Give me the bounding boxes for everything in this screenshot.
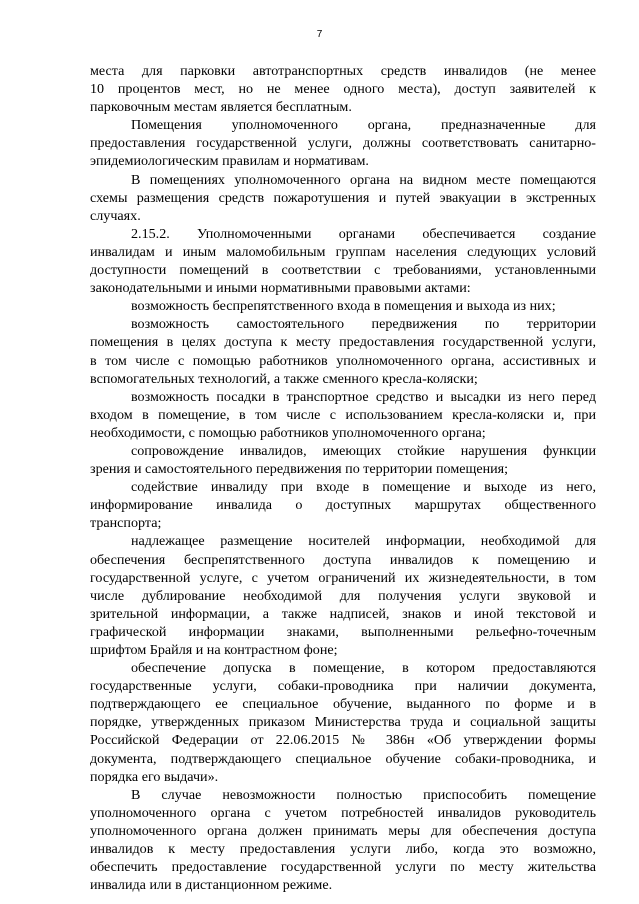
- text-line: возможность самостоятельного передвижения по территории: [131, 316, 596, 333]
- paragraph: [90, 532, 596, 659]
- text-line: возможность беспрепятственного входа в помещения и выхода из них;: [131, 298, 556, 315]
- paragraph: [90, 786, 596, 895]
- text-line: числе дублирование необходимой для получения услуги звуковой и: [90, 587, 596, 604]
- paragraph: [90, 116, 596, 170]
- text-line: инвалидам и иным маломобильным группам населения следующих условий: [90, 243, 596, 260]
- text-line: обеспечить предоставление государственной услуги по месту жительства: [90, 859, 596, 876]
- text-line: доступности помещений в соответствии с требованиями, установленными: [90, 262, 596, 279]
- text-line: уполномоченного органа должен принимать меры для обеспечения доступа: [90, 822, 596, 839]
- paragraph: [90, 297, 596, 315]
- text-line: уполномоченного органа с учетом потребностей инвалидов руководитель: [90, 804, 596, 821]
- paragraph: [90, 315, 596, 387]
- text-line: порядке, утвержденных приказом Министерства труда и социальной защиты: [90, 714, 596, 731]
- text-line: документа, подтверждающего специальное обучение собаки-проводника, и: [90, 750, 596, 767]
- text-line: инвалида или в дистанционном режиме.: [90, 877, 333, 894]
- text-line: сопровождение инвалидов, имеющих стойкие нарушения функции: [131, 442, 596, 459]
- text-line: государственной услуге, с учетом ограничений их жизнедеятельности, в том: [90, 569, 596, 586]
- text-line: эпидемиологическим правилам и нормативам.: [90, 153, 369, 170]
- text-line: предоставления государственной услуги, должны соответствовать санитарно-: [90, 135, 596, 152]
- text-line: В помещениях уполномоченного органа на видном месте помещаются: [131, 171, 596, 188]
- text-line: информирование инвалида о доступных маршрутах общественного: [90, 497, 596, 514]
- page-number: 7: [316, 29, 323, 40]
- text-line: помещения в целях доступа к месту предоставления государственной услуги,: [90, 334, 596, 351]
- paragraph: [90, 62, 596, 116]
- text-line: законодательными и иными нормативными правовыми актами:: [90, 280, 471, 297]
- text-line: графической информации знаками, выполненными рельефно-точечным: [90, 623, 596, 640]
- text-line: Помещения уполномоченного органа, предназначенные для: [131, 117, 596, 134]
- text-line: возможность посадки в транспортное средство и высадки из него перед: [131, 388, 596, 405]
- text-line: инвалидов к месту предоставления услуги либо, когда это возможно,: [90, 841, 596, 858]
- text-line: государственные услуги, собаки-проводника при наличии документа,: [90, 678, 596, 695]
- text-line: в том числе с помощью работников уполномоченного органа, ассистивных и: [90, 352, 596, 369]
- paragraph: [90, 659, 596, 786]
- paragraph: [90, 225, 596, 297]
- text-line: содействие инвалиду при входе в помещение и выходе из него,: [131, 479, 596, 496]
- text-line: Российской Федерации от 22.06.2015 № 386н «Об утверждении формы: [90, 732, 596, 749]
- text-line: 10 процентов мест, но не менее одного места), доступ заявителей к: [90, 81, 596, 98]
- text-line: 2.15.2. Уполномоченными органами обеспечивается создание: [131, 225, 596, 242]
- text-line: шрифтом Брайля и на контрастном фоне;: [90, 642, 338, 658]
- text-line: надлежащее размещение носителей информации, необходимой для: [131, 533, 596, 550]
- text-line: подтверждающего ее специальное обучение, выданного по форме и в: [90, 696, 596, 713]
- document-body: [90, 62, 596, 894]
- text-line: обеспечение допуска в помещение, в котором предоставляются: [131, 660, 596, 677]
- text-line: транспорта;: [90, 515, 162, 532]
- paragraph: [90, 442, 596, 478]
- text-line: случаях.: [90, 207, 141, 224]
- paragraph: [90, 171, 596, 225]
- text-line: места для парковки автотранспортных средств инвалидов (не менее: [90, 63, 596, 79]
- text-line: обеспечения беспрепятственного доступа инвалидов к помещению и: [90, 551, 596, 568]
- text-line: В случае невозможности полностью приспособить помещение: [131, 786, 596, 803]
- text-line: схемы размещения средств пожаротушения и путей эвакуации в экстренных: [90, 189, 596, 206]
- text-line: зрительной информации, а также надписей, знаков и иной текстовой и: [90, 605, 596, 622]
- text-line: необходимости, с помощью работников уполномоченного органа;: [90, 424, 486, 441]
- paragraph: [90, 478, 596, 532]
- text-line: парковочным местам является бесплатным.: [90, 99, 352, 116]
- text-line: порядка его выдачи».: [90, 768, 219, 785]
- text-line: вспомогательных технологий, а также сменного кресла-коляски;: [90, 370, 478, 387]
- text-line: входом в помещение, в том числе с использованием кресла-коляски и, при: [90, 406, 596, 423]
- text-line: зрения и самостоятельного передвижения по территории помещения;: [90, 461, 509, 478]
- paragraph: [90, 388, 596, 442]
